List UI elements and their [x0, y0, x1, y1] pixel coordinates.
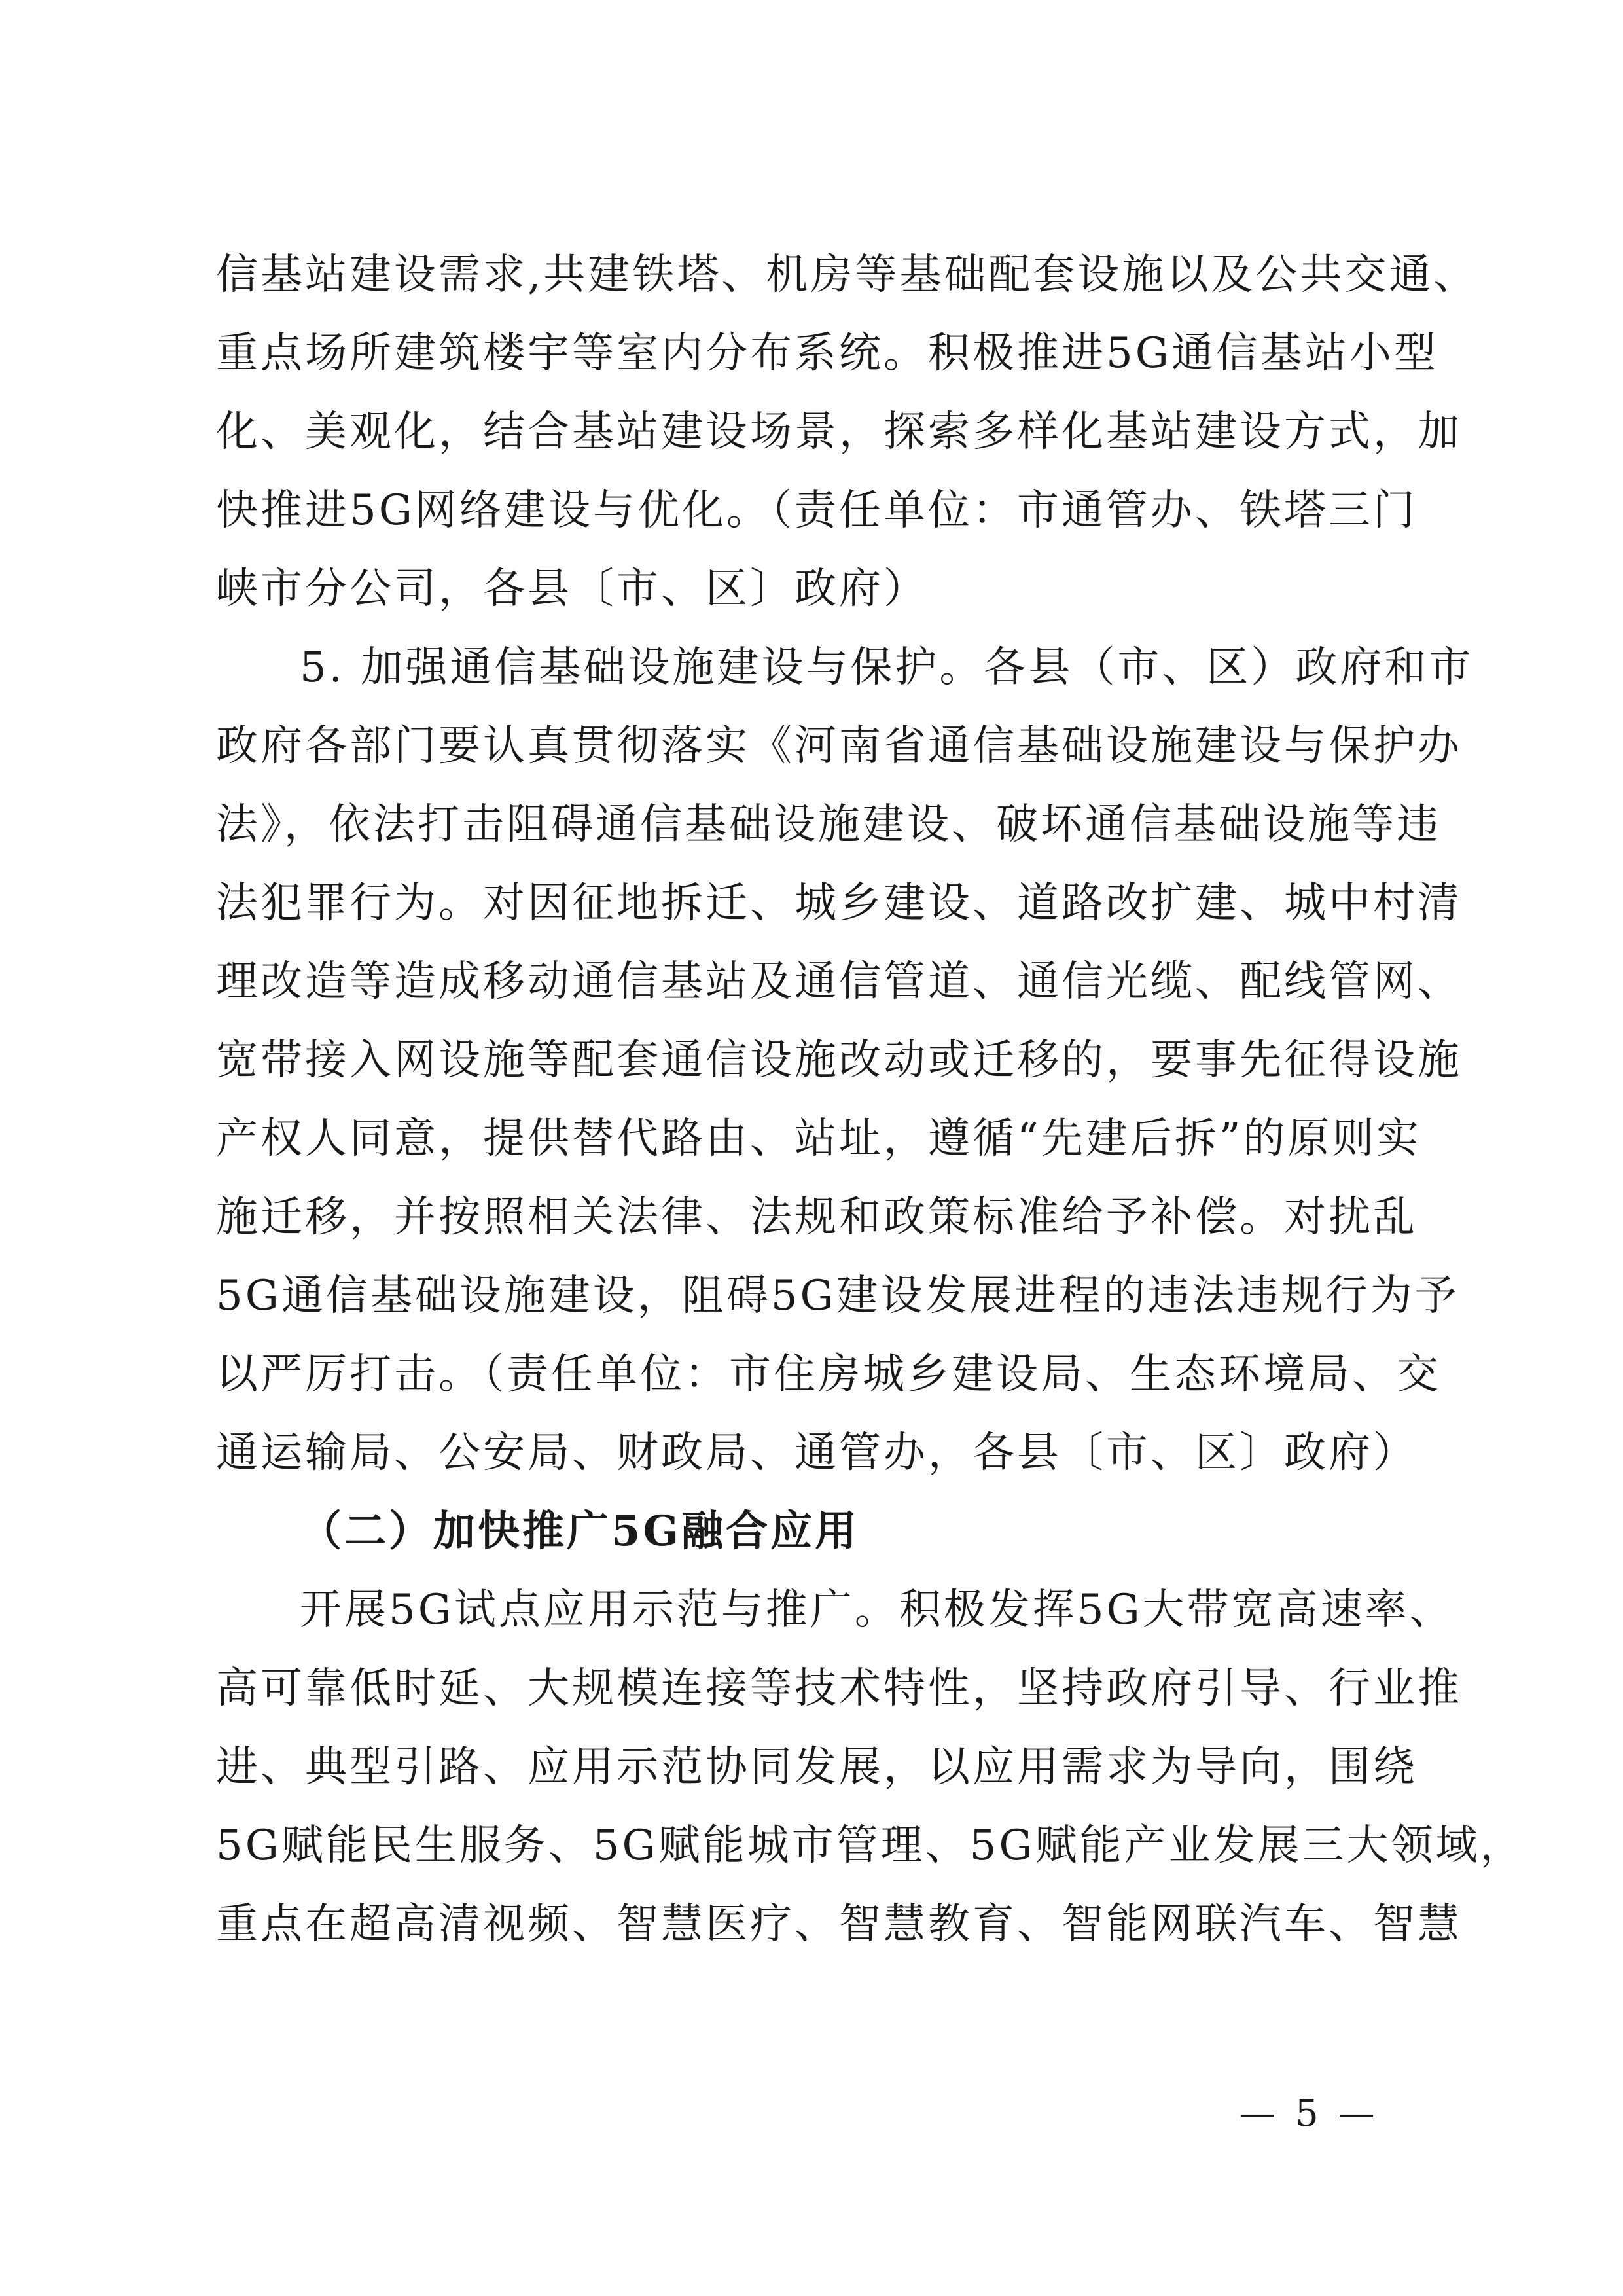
text-line: 信基站建设需求,共建铁塔、机房等基础配套设施以及公共交通、 — [216, 251, 1478, 299]
text-line: 进、典型引路、应用示范协同发展，以应用需求为导向，围绕 — [216, 1743, 1418, 1791]
section-heading: （二）加快推广5G融合应用 — [300, 1507, 860, 1556]
text-line: 法》，依法打击阻碍通信基础设施建设、破坏通信基础设施等违 — [216, 800, 1441, 849]
text-line: 理改造等造成移动通信基站及通信管道、通信光缆、配线管网、 — [216, 958, 1462, 1006]
text-line: 宽带接入网设施等配套通信设施改动或迁移的，要事先征得设施 — [216, 1036, 1462, 1085]
text-line: 通运输局、公安局、财政局、通管办，各县〔市、区〕政府） — [216, 1429, 1418, 1477]
text-line: 高可靠低时延、大规模连接等技术特性，坚持政府引导、行业推 — [216, 1664, 1462, 1713]
text-line: 快推进5G网络建设与优化。（责任单位：市通管办、铁塔三门 — [216, 486, 1418, 535]
paragraph-start-line: 开展5G试点应用示范与推广。积极发挥5G大带宽高速率、 — [300, 1586, 1454, 1634]
text-line: 重点场所建筑楼宇等室内分布系统。积极推进5G通信基站小型 — [216, 329, 1438, 378]
text-line: 峡市分公司，各县〔市、区〕政府） — [216, 565, 928, 613]
page-number: — 5 — — [1239, 2092, 1379, 2135]
text-line: 5G通信基础设施建设，阻碍5G建设发展进程的违法违规行为予 — [216, 1272, 1459, 1320]
text-line: 施迁移，并按照相关法律、法规和政策标准给予补偿。对扰乱 — [216, 1193, 1418, 1242]
text-line: 法犯罪行为。对因征地拆迁、城乡建设、道路改扩建、城中村清 — [216, 879, 1462, 927]
text-line: 政府各部门要认真贯彻落实《河南省通信基础设施建设与保护办 — [216, 722, 1462, 770]
text-line: 产权人同意，提供替代路由、站址，遵循“先建后拆”的原则实 — [216, 1115, 1421, 1163]
text-line: 以严厉打击。（责任单位：市住房城乡建设局、生态环境局、交 — [216, 1350, 1441, 1399]
text-line: 重点在超高清视频、智慧医疗、智慧教育、智能网联汽车、智慧 — [216, 1900, 1462, 1948]
text-line: 化、美观化，结合基站建设场景，探索多样化基站建设方式，加 — [216, 408, 1462, 456]
text-line: 5G赋能民生服务、5G赋能城市管理、5G赋能产业发展三大领域， — [216, 1821, 1525, 1870]
paragraph-start-line: 5. 加强通信基础设施建设与保护。各县（市、区）政府和市 — [300, 643, 1474, 692]
